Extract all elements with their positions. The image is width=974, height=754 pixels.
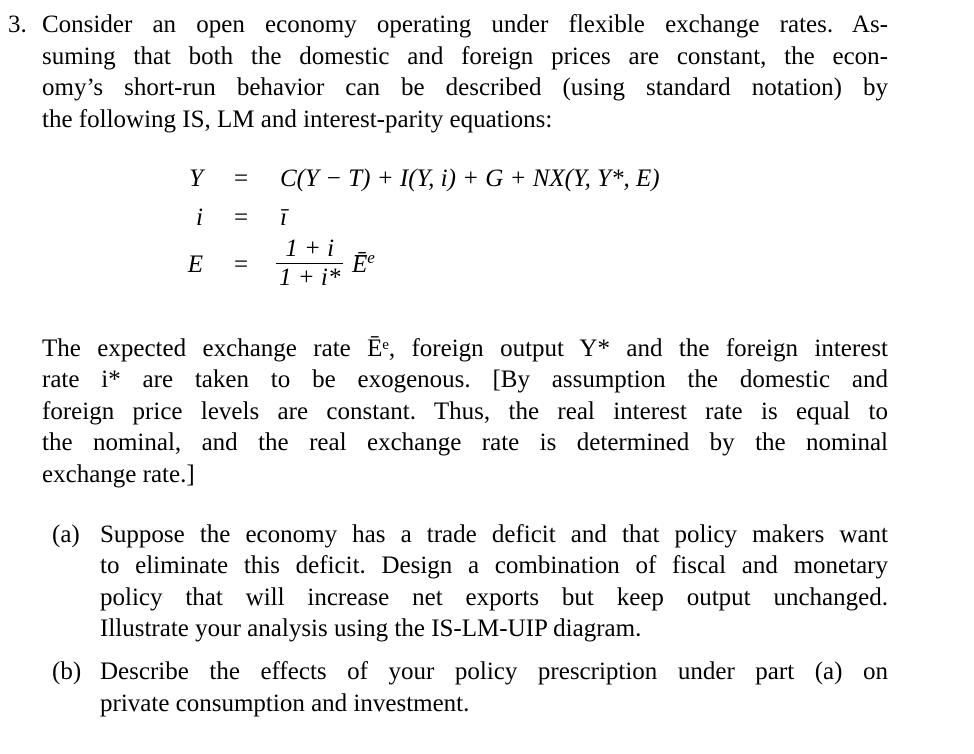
equation-is — [0, 165, 974, 197]
part-a-line-3: policy that will increase net exports but keep output unchanged. — [100, 584, 888, 611]
equation-lm — [0, 204, 974, 236]
intro-line-4: the following IS, LM and interest-parity equations: — [42, 106, 553, 133]
part-a-line-2: to eliminate this deficit. Design a combination of fiscal and monetary — [100, 552, 888, 579]
part-b-line-2: private consumption and investment. — [100, 690, 470, 717]
intro-line-1: Consider an open economy operating under flexible exchange rates. As- — [42, 11, 888, 38]
eq2-rhs: ī — [280, 204, 287, 231]
eq1-sign: = — [233, 165, 249, 192]
eq1-rhs: C(Y − T) + I(Y, i) + G + NX(Y, Y*, E) — [280, 165, 660, 192]
part-b-label: (b) — [52, 658, 82, 685]
para2-line-1: The expected exchange rate Ēᵉ, foreign output Y* and the foreign interest — [42, 335, 888, 362]
part-a-label: (a) — [52, 521, 80, 548]
eq3-denominator: 1 + i* — [276, 263, 343, 292]
para2-line-2: rate i* are taken to be exogenous. [By assumption the domestic and — [42, 366, 888, 393]
intro-line-3: omy’s short-run behavior can be described (using standard notation) by — [42, 74, 888, 101]
part-a-line-1: Suppose the economy has a trade deficit and that policy makers want — [100, 521, 888, 548]
part-a-line-4: Illustrate your analysis using the IS-LM-UIP diagram. — [100, 615, 642, 642]
problem-number: 3. — [8, 11, 27, 38]
eq2-sign: = — [233, 204, 249, 231]
intro-line-2: suming that both the domestic and foreign prices are constant, the econ- — [42, 43, 888, 70]
eq2-lhs: i — [196, 204, 203, 231]
eq3-lhs: E — [187, 251, 203, 278]
eq3-fraction — [276, 235, 343, 292]
eq3-tail — [352, 248, 375, 279]
para2-line-4: the nominal, and the real exchange rate is determined by the nominal — [42, 429, 888, 456]
eq1-lhs: Y — [189, 165, 203, 192]
para2-line-3: foreign price levels are constant. Thus, the real interest rate is equal to — [42, 398, 888, 425]
eq3-sign: = — [233, 251, 249, 278]
eq3-tail-sup: e — [367, 248, 375, 267]
eq3-tail-e: Ē — [352, 251, 368, 278]
equation-uip — [0, 233, 974, 297]
eq3-numerator: 1 + i — [285, 235, 335, 262]
para2-line-5: exchange rate.] — [42, 461, 195, 488]
part-b-line-1: Describe the effects of your policy prescription under part (a) on — [100, 658, 888, 685]
